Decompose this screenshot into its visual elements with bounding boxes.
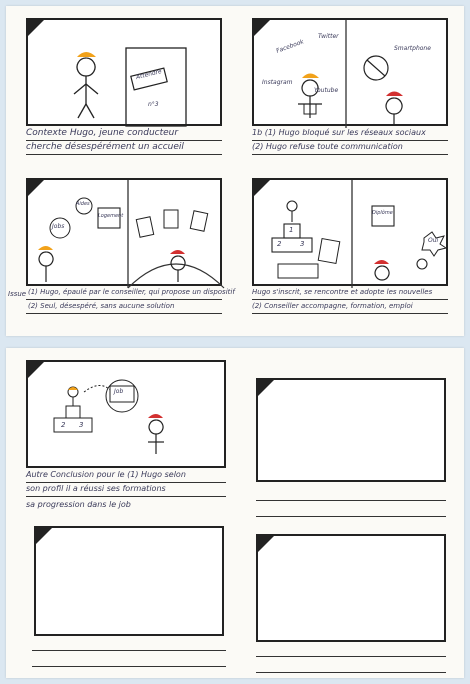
caption-line <box>256 516 446 517</box>
panel-2-label-instagram: Instagram <box>262 79 293 86</box>
panel-2-caption-line-1: 1b (1) Hugo bloqué sur les réseaux sociaux <box>252 128 426 137</box>
panel-4-caption-line-1: Hugo s'inscrit, se rencontre et adopte les nouvelles <box>252 288 433 296</box>
caption-line <box>26 299 222 300</box>
panel-3-caption-line-2: (2) Seul, désespéré, sans aucune solution <box>28 302 175 310</box>
panel-1-caption-line-1: Contexte Hugo, jeune conducteur <box>26 128 179 138</box>
caption-line <box>26 154 222 155</box>
storyboard-panel-2 <box>252 18 448 126</box>
caption-line <box>26 496 226 497</box>
storyboard-panel-4 <box>252 178 448 286</box>
caption-line <box>252 299 448 300</box>
storyboard-sheet-1 <box>6 6 464 336</box>
panel-4-label-diplome: Diplôme <box>372 210 393 216</box>
sign-text: Attendre <box>135 67 163 82</box>
panel-4-label-1: 1 <box>289 226 294 234</box>
panel-5-caption-line-2: son profil il a réussi ses formations <box>26 484 166 493</box>
panel-3-label-logement: Logement <box>98 213 124 219</box>
panel-4-label-oui: Oui <box>428 237 439 244</box>
storyboard-sheet-2 <box>6 348 464 678</box>
panel-5-label-3: 3 <box>79 421 84 429</box>
panel-2-label-youtube: Youtube <box>314 87 339 94</box>
panel-4-caption-line-2: (2) Conseiller accompagne, formation, emploi <box>252 302 413 310</box>
corner-mark <box>256 534 278 556</box>
storyboard-panel-7 <box>34 526 224 636</box>
storyboard-panel-5 <box>26 360 226 468</box>
storyboard-panel-3 <box>26 178 222 286</box>
storyboard-panel-8 <box>256 534 446 642</box>
panel-1-drawing <box>28 20 224 128</box>
panel-2-drawing <box>254 20 450 128</box>
door-number: n°3 <box>148 101 159 108</box>
storyboard-panel-1 <box>26 18 222 126</box>
panel-2-label-facebook: Facebook <box>275 38 305 55</box>
caption-line <box>256 656 446 657</box>
panel-5-drawing <box>28 362 228 470</box>
corner-mark <box>256 378 278 400</box>
panel-4-label-2: 2 <box>277 240 282 248</box>
panel-3-label-jobs: Jobs <box>52 223 65 230</box>
panel-2-label-twitter: Twitter <box>318 33 339 40</box>
caption-line <box>26 482 226 483</box>
panel-5-label-2: 2 <box>61 421 66 429</box>
caption-line <box>252 313 448 314</box>
panel-2-caption-line-2: (2) Hugo refuse toute communication <box>252 142 403 151</box>
panel-2-label-smartphone: Smartphone <box>394 45 431 52</box>
panel-3-side-note: Issue <box>8 290 27 298</box>
panel-3-label-aides: Aides <box>76 201 90 207</box>
panel-5-label-job: Job <box>114 388 124 395</box>
storyboard-panel-6 <box>256 378 446 482</box>
panel-4-label-3: 3 <box>300 240 305 248</box>
panel-5-caption-line-3: sa progression dans le job <box>26 500 131 509</box>
caption-line <box>252 140 448 141</box>
caption-line <box>26 313 222 314</box>
caption-line <box>32 666 226 667</box>
caption-line <box>256 672 446 673</box>
panel-3-caption-line-1: (1) Hugo, épaulé par le conseiller, qui propose un dispositif <box>28 288 235 296</box>
panel-5-caption-line-1: Autre Conclusion pour le (1) Hugo selon <box>26 470 186 479</box>
caption-line <box>256 500 446 501</box>
caption-line <box>26 140 222 141</box>
panel-3-drawing <box>28 180 224 288</box>
panel-1-caption-line-2: cherche désespérément un accueil <box>26 142 184 152</box>
panel-4-drawing <box>254 180 450 288</box>
corner-mark <box>34 526 56 548</box>
caption-line <box>252 154 448 155</box>
caption-line <box>32 650 226 651</box>
